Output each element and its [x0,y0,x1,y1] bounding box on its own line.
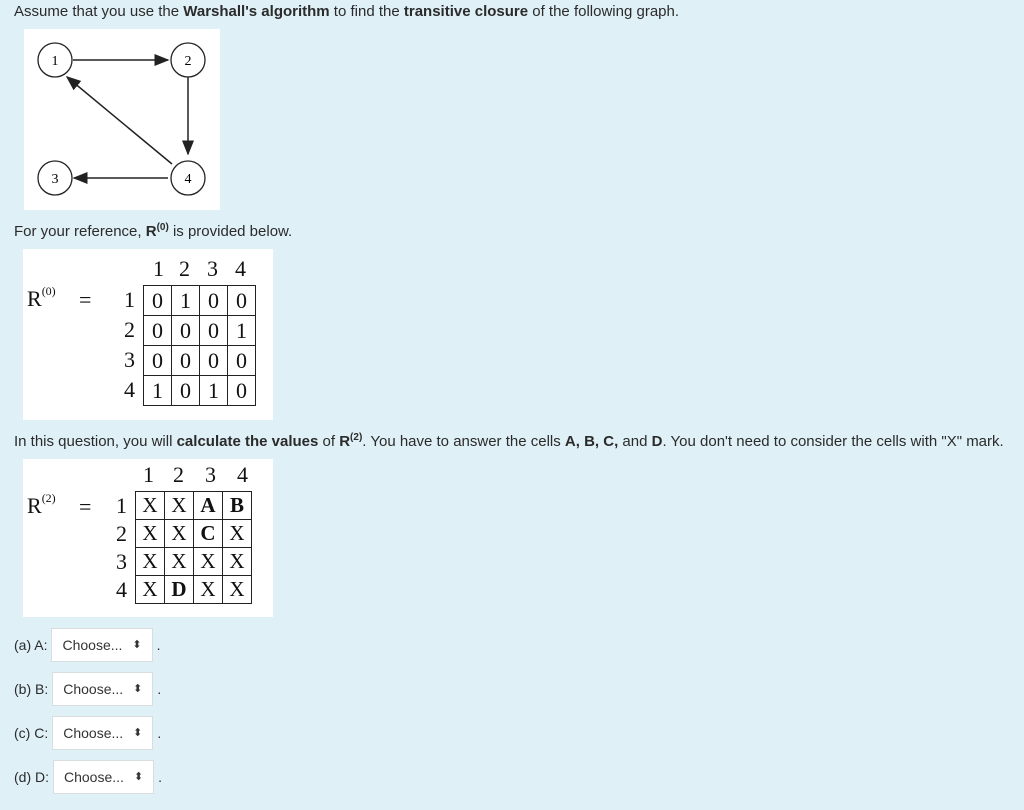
algorithm-name: Warshall's algorithm [183,3,330,20]
cell-d-ref: D [651,433,663,450]
node-3 [38,161,72,195]
answer-label-c: (c) C: [14,725,49,741]
r0-cell: 0 [144,316,172,346]
graph-figure [24,29,220,210]
answer-dot: . [156,637,161,653]
r0-equals: = [79,287,92,312]
r2-matrix-figure [23,459,273,617]
r2-cell: X [223,520,252,548]
select-value: Choose... [63,681,124,697]
r0-cell: 0 [172,346,200,376]
r2-cell: X [165,548,194,576]
r2-cell: X [136,520,165,548]
r0-row-4: 4 [124,377,135,402]
r0-col-2: 2 [179,256,190,281]
reference-line [14,222,292,240]
answer-label-b: (b) B: [14,681,49,697]
r0-cell: 0 [228,286,256,316]
answer-row-d [14,760,162,794]
calc-post: . You don't need to consider the cells with "X" mark. [662,433,1004,450]
answer-select-c[interactable] [52,716,153,750]
r2-cell: X [136,576,165,604]
r0-table-row [144,286,256,316]
r0-cell: 0 [200,316,228,346]
r0-cell: 0 [200,346,228,376]
ref-sup: (0) [156,222,169,233]
cell-b-ref: B, [584,433,600,450]
r2-cell-d: D [165,576,194,604]
r0-cell: 1 [144,376,172,406]
answer-dot: . [158,769,163,785]
r2-cell: X [223,576,252,604]
r2-label: $R^{(2)}$ [27,491,56,518]
r0-cell: 1 [228,316,256,346]
node-1-label: 1 [51,54,59,69]
r0-col-4: 4 [235,256,246,281]
answer-row-b [14,672,161,706]
r0-cell: 0 [228,346,256,376]
r0-col-1: 1 [153,256,164,281]
r0-row-2: 2 [124,317,135,342]
r0-col-3: 3 [207,256,218,281]
r2-col-2: 2 [173,462,184,487]
cell-c-ref: C, [603,433,619,450]
r0-table-row [144,316,256,346]
r0-cell: 1 [172,286,200,316]
r2-col-1: 1 [143,462,154,487]
r2-cell: X [136,548,165,576]
calc-bold: calculate the values [176,433,319,450]
intro-text: Assume that you use the [14,3,184,20]
ref-r: R [145,223,157,240]
intro-text-mid: to find the [329,3,404,20]
select-arrows-icon: ⬍ [133,770,144,783]
r0-cell: 0 [144,286,172,316]
graph-svg [24,29,220,210]
answer-select-b[interactable] [52,672,153,706]
r0-row-1: 1 [124,287,135,312]
r0-cell: 0 [172,376,200,406]
r2-table [135,491,252,604]
r2-cell: X [136,492,165,520]
select-arrows-icon: ⬍ [132,638,142,651]
reference-text: For your reference, [14,223,146,240]
r0-table-row [144,346,256,376]
r2-cell-b: B [223,492,252,520]
answer-label-d: (d) D: [14,769,49,785]
calc-sup: (2) [350,432,363,443]
node-2 [171,43,205,77]
r0-row-3: 3 [124,347,135,372]
reference-text-end: is provided below. [168,223,293,240]
r0-cell: 0 [172,316,200,346]
r2-row-3: 3 [116,549,127,574]
node-4 [171,161,205,195]
r2-cell-c: C [194,520,223,548]
r0-cell: 1 [200,376,228,406]
r2-cell: X [194,576,223,604]
r2-col-3: 3 [205,462,216,487]
r2-cell-a: A [194,492,223,520]
calc-mid: . You have to answer the cells [362,433,565,450]
question-intro [14,3,679,20]
calc-r: R [339,433,351,450]
calc-text: In this question, you will [14,433,177,450]
select-value: Choose... [62,637,123,653]
r2-cell: X [165,520,194,548]
select-arrows-icon: ⬍ [133,726,143,739]
r2-row-4: 4 [116,577,127,602]
r0-cell: 0 [144,346,172,376]
select-arrows-icon: ⬍ [133,682,143,695]
select-value: Choose... [64,769,124,785]
r2-cell: X [194,548,223,576]
answer-select-a[interactable] [51,628,152,662]
r2-table-row [136,548,252,576]
r2-table-row [136,492,252,520]
answer-select-d[interactable] [53,760,154,794]
r0-cell: 0 [200,286,228,316]
r0-label: $R^{(0)}$ [27,284,56,311]
answer-label-a: (a) A: [14,637,48,653]
r2-row-2: 2 [116,521,127,546]
edge-4-1 [67,77,172,164]
node-2-label: 2 [184,54,192,69]
answer-dot: . [157,725,162,741]
r2-col-4: 4 [237,462,248,487]
r2-cell: X [165,492,194,520]
intro-text-end: of the following graph. [528,3,680,20]
r2-table-row [136,520,252,548]
calculate-line [14,432,1004,450]
answer-row-c [14,716,161,750]
transitive-closure-term: transitive closure [403,3,529,20]
node-3-label: 3 [51,172,59,187]
node-4-label: 4 [184,172,192,187]
calc-of: of [318,433,340,450]
answer-dot: . [157,681,162,697]
cell-a-ref: A, [564,433,580,450]
select-value: Choose... [63,725,124,741]
r0-table-row [144,376,256,406]
node-1 [38,43,72,77]
r0-matrix-figure [23,249,273,420]
and-word: and [618,433,652,450]
r2-table-row [136,576,252,604]
r2-equals: = [79,494,92,519]
r0-cell: 0 [228,376,256,406]
r2-row-1: 1 [116,493,127,518]
r2-cell: X [223,548,252,576]
answer-row-a [14,628,161,662]
r0-table [143,285,256,406]
